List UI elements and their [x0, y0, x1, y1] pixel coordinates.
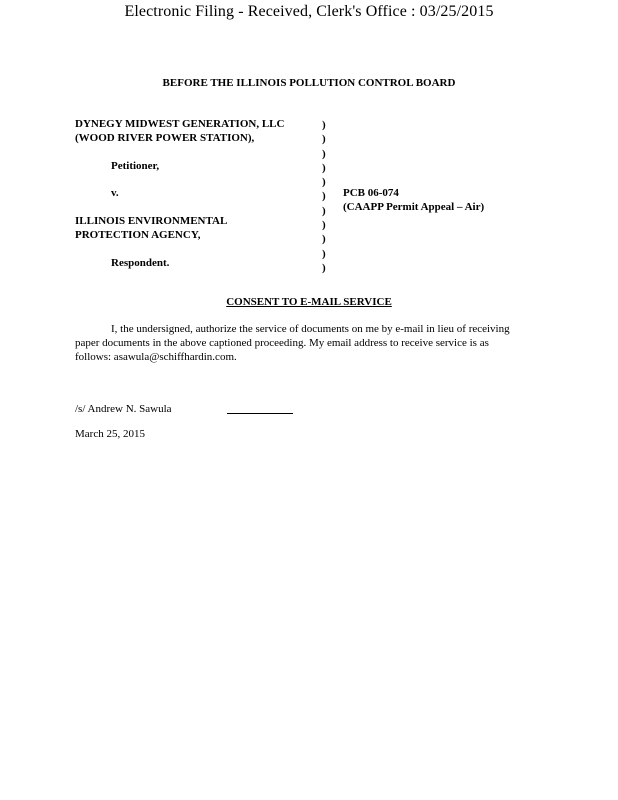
- caption-paren: ): [322, 119, 326, 131]
- caption-paren: ): [322, 176, 326, 189]
- signature-blank-line: [227, 413, 293, 414]
- board-title: BEFORE THE ILLINOIS POLLUTION CONTROL BOARD: [162, 77, 456, 89]
- caption-paren: ): [322, 147, 326, 160]
- signature-date: March 25, 2015: [75, 428, 145, 440]
- caption-paren: ): [322, 161, 326, 174]
- caption-paren: ): [322, 204, 326, 217]
- caption-paren: ): [322, 219, 326, 232]
- consent-body-text: I, the undersigned, authorize the service of documents on me by e-mail in lieu of receiving paper documents in the above captioned proceeding. My email address to receive service is as follows: asawula@schiffhardin.com.: [75, 323, 510, 363]
- case-number: PCB 06-074: [343, 187, 399, 199]
- respondent-name-line1: ILLINOIS ENVIRONMENTAL: [75, 215, 228, 227]
- signature-name: /s/ Andrew N. Sawula: [75, 403, 172, 415]
- respondent-name-line2: PROTECTION AGENCY,: [75, 229, 201, 241]
- consent-body: [75, 322, 525, 364]
- petitioner-name-line2: (WOOD RIVER POWER STATION),: [75, 132, 255, 144]
- petitioner-name-line1: DYNEGY MIDWEST GENERATION, LLC: [75, 118, 285, 130]
- versus-label: v.: [111, 187, 119, 199]
- caption-paren: ): [322, 247, 326, 260]
- caption-paren: ): [322, 233, 326, 246]
- caption-paren: ): [322, 190, 326, 203]
- case-type: (CAAPP Permit Appeal – Air): [343, 201, 485, 213]
- respondent-role: Respondent.: [111, 257, 170, 269]
- filing-stamp: Electronic Filing - Received, Clerk's Office : 03/25/2015: [124, 3, 494, 20]
- caption-paren: ): [322, 261, 326, 274]
- caption-parenthesis-column: [322, 118, 332, 275]
- petitioner-role: Petitioner,: [111, 160, 160, 172]
- caption-paren: ): [322, 133, 326, 146]
- consent-title: CONSENT TO E-MAIL SERVICE: [226, 296, 392, 308]
